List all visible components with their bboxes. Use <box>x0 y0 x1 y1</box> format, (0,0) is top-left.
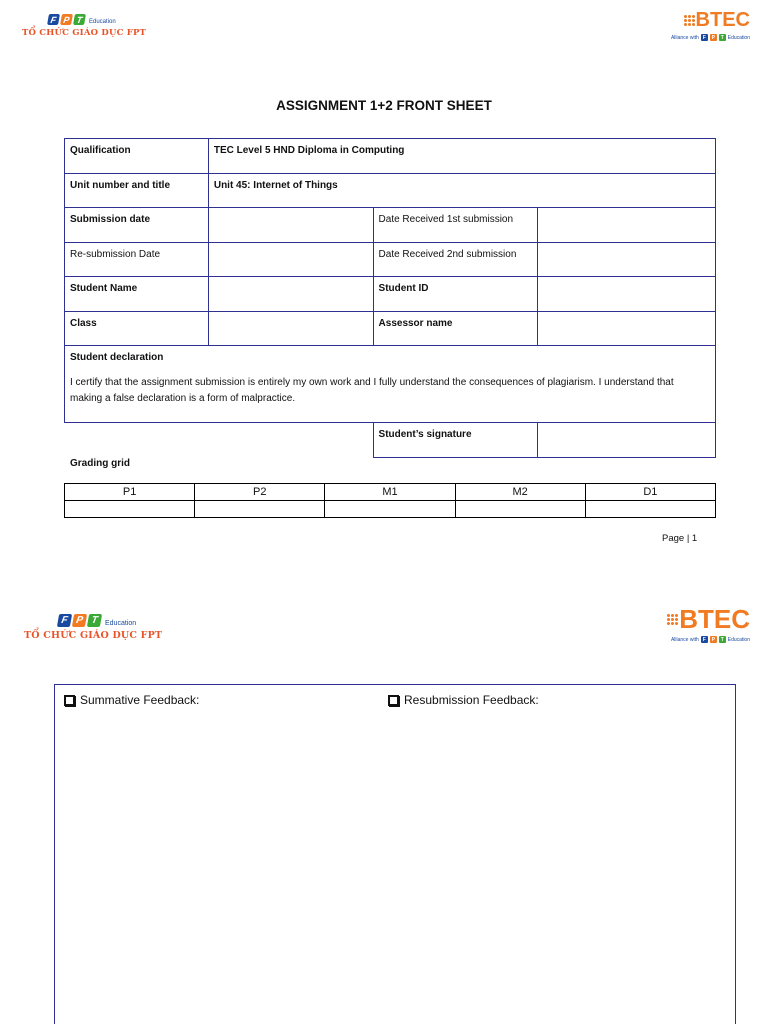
fpt-tile-t: T <box>87 614 102 627</box>
mini-tile-p: P <box>711 636 715 643</box>
declaration-text: I certify that the assignment submission is entirely my own work and I fully understand the consequences of plagiarism. I understand that making a false declaration is a form of malpractice. <box>70 377 674 404</box>
fpt-tile-p: P <box>72 614 87 627</box>
fpt-org-name: TỔ CHỨC GIÁO DỤC FPT <box>22 28 147 38</box>
btec-logo <box>671 10 750 41</box>
table-row <box>65 423 716 458</box>
fpt-edu-text: Education <box>105 620 137 627</box>
fpt-tile-f: F <box>57 614 72 627</box>
summative-feedback-label: Summative Feedback: <box>80 693 200 707</box>
grade-header-m2: M2 <box>455 484 585 501</box>
class-field[interactable] <box>208 311 373 346</box>
unit-value: Unit 45: Internet of Things <box>208 173 715 208</box>
btec-wordmark: BTEC <box>679 604 750 634</box>
btec-dots-icon <box>684 15 695 26</box>
grading-value-row <box>65 501 716 518</box>
front-sheet-table <box>64 138 716 458</box>
btec-dots-icon <box>667 614 678 625</box>
qualification-value: TEC Level 5 HND Diploma in Computing <box>208 139 715 174</box>
summative-checkbox-icon[interactable] <box>64 695 75 706</box>
assessor-label: Assessor name <box>373 311 538 346</box>
student-name-field[interactable] <box>208 277 373 312</box>
resubmission-feedback-label: Resubmission Feedback: <box>404 693 539 707</box>
assessor-field[interactable] <box>538 311 716 346</box>
grading-grid <box>64 483 716 518</box>
signature-field[interactable] <box>538 423 716 458</box>
unit-label: Unit number and title <box>65 173 209 208</box>
table-row <box>65 311 716 346</box>
date-received-1-field[interactable] <box>538 208 716 243</box>
fpt-org-name: TỔ CHỨC GIÁO DỤC FPT <box>24 630 163 641</box>
alliance-text: Alliance with <box>670 636 699 643</box>
resubmission-date-label: Re-submission Date <box>65 242 209 277</box>
date-received-2-field[interactable] <box>538 242 716 277</box>
grading-header-row <box>65 484 716 501</box>
grading-grid-label: Grading grid <box>70 458 130 469</box>
qualification-label: Qualification <box>65 139 209 174</box>
alliance-text: Alliance with <box>670 34 699 41</box>
resubmission-checkbox-icon[interactable] <box>388 695 399 706</box>
grade-header-d1: D1 <box>585 484 715 501</box>
grade-cell-m2[interactable] <box>455 501 585 518</box>
fpt-tile-p: P <box>60 14 73 25</box>
grade-cell-p2[interactable] <box>195 501 325 518</box>
mini-tile-f: F <box>702 636 706 643</box>
feedback-box <box>54 684 736 1024</box>
alliance-edu-text: Education <box>727 636 750 643</box>
submission-date-label: Submission date <box>65 208 209 243</box>
fpt-tile-t: T <box>73 14 86 25</box>
summative-feedback-heading <box>64 693 199 707</box>
declaration-cell <box>65 346 716 423</box>
grade-cell-p1[interactable] <box>65 501 195 518</box>
declaration-heading: Student declaration <box>70 352 164 363</box>
document-title: ASSIGNMENT 1+2 FRONT SHEET <box>276 98 492 113</box>
signature-spacer <box>65 423 374 458</box>
fpt-tile-f: F <box>47 14 60 25</box>
page-number: Page | 1 <box>662 533 698 544</box>
mini-tile-p: P <box>711 34 715 41</box>
student-name-label: Student Name <box>65 277 209 312</box>
submission-date-field[interactable] <box>208 208 373 243</box>
grade-header-p2: P2 <box>195 484 325 501</box>
student-id-label: Student ID <box>373 277 538 312</box>
table-row <box>65 173 716 208</box>
alliance-edu-text: Education <box>727 34 750 41</box>
table-row <box>65 208 716 243</box>
resubmission-date-field[interactable] <box>208 242 373 277</box>
signature-label: Student’s signature <box>373 423 538 458</box>
date-received-1-label: Date Received 1st submission <box>373 208 538 243</box>
mini-tile-t: T <box>720 34 724 41</box>
student-id-field[interactable] <box>538 277 716 312</box>
table-row <box>65 139 716 174</box>
grade-header-m1: M1 <box>325 484 455 501</box>
date-received-2-label: Date Received 2nd submission <box>373 242 538 277</box>
btec-alliance <box>671 34 750 41</box>
grade-header-p1: P1 <box>65 484 195 501</box>
grade-cell-m1[interactable] <box>325 501 455 518</box>
btec-wordmark: BTEC <box>695 9 750 31</box>
fpt-edu-text: Education <box>89 19 116 25</box>
table-row <box>65 242 716 277</box>
class-label: Class <box>65 311 209 346</box>
grade-cell-d1[interactable] <box>585 501 715 518</box>
table-row <box>65 346 716 423</box>
mini-tile-f: F <box>702 34 706 41</box>
resubmission-feedback-heading <box>388 693 539 707</box>
fpt-education-logo <box>22 14 146 38</box>
table-row <box>65 277 716 312</box>
btec-alliance <box>671 636 750 643</box>
fpt-education-logo-page2 <box>24 614 162 641</box>
mini-tile-t: T <box>720 636 724 643</box>
btec-logo-page2 <box>667 606 750 643</box>
